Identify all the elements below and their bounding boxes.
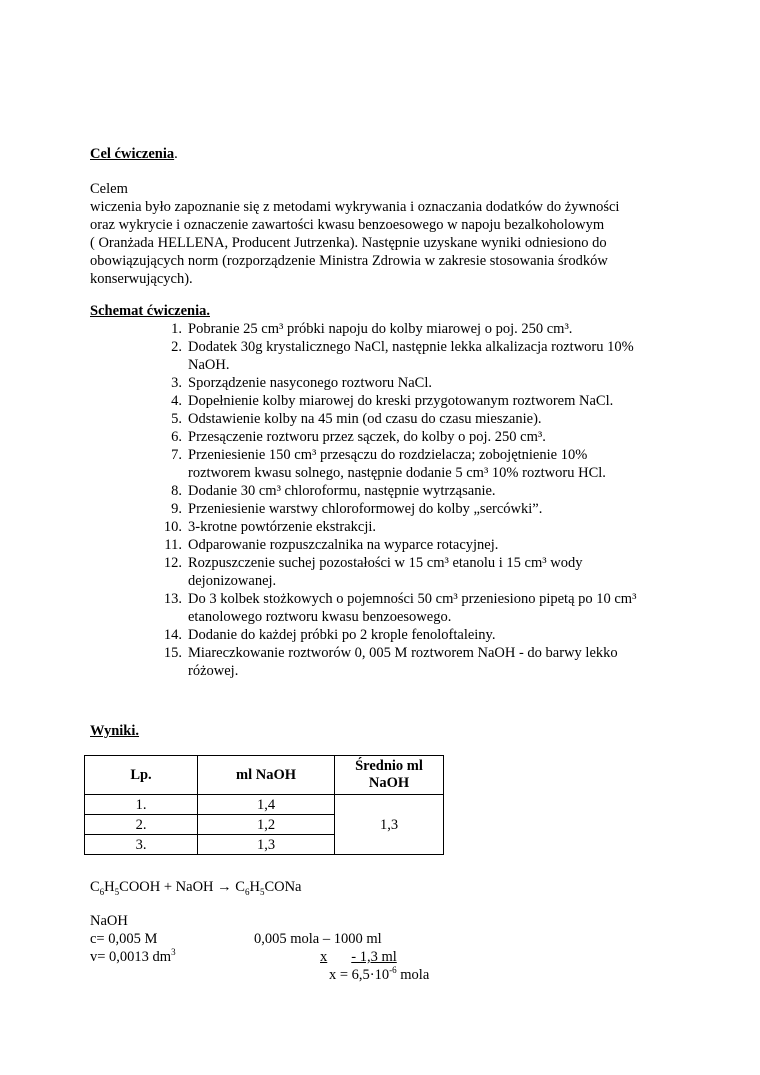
list-item [157, 626, 677, 644]
goal-line: oraz wykrycie i oznaczenie zawartości kwasu benzoesowego w napoju bezalkoholowym [90, 217, 605, 233]
list-item [157, 554, 677, 590]
step-text [188, 338, 677, 374]
step-text [188, 320, 677, 338]
step-line: Miareczkowanie roztworów 0, 005 M roztworem NaOH - do barwy lekko [188, 645, 618, 661]
header-average: Średnio ml NaOH [335, 756, 444, 795]
goal-heading-suffix: . [174, 146, 178, 162]
list-item [157, 374, 677, 392]
list-item [157, 392, 677, 410]
cell-average: 1,3 [335, 795, 444, 855]
step-line: Do 3 kolbek stożkowych o pojemności 50 cm³ przeniesiono pipetą po 10 cm³ [188, 591, 637, 607]
step-line: Sporządzenie nasyconego roztworu NaCl. [188, 375, 433, 391]
step-line: Przeniesienie warstwy chloroformowej do kolby „sercówki”. [188, 501, 543, 517]
scheme-steps-list [157, 320, 677, 680]
step-line: etanolowego roztworu kwasu benzoesowego. [188, 609, 452, 625]
results-heading: Wyniki. [90, 723, 140, 739]
cell-ml: 1,2 [198, 815, 335, 835]
goal-heading: Cel ćwiczenia [90, 146, 175, 162]
step-line: Dodanie 30 cm³ chloroformu, następnie wytrząsanie. [188, 483, 496, 499]
step-line: Dodanie do każdej próbki po 2 krople fenoloftaleiny. [188, 627, 496, 643]
results-table [84, 755, 444, 855]
step-line: Przeniesienie 150 cm³ przesączu do rozdzielacza; zobojętnienie 10% [188, 447, 588, 463]
step-number: 5. [171, 411, 182, 427]
cell-lp: 2. [85, 815, 198, 835]
step-line: Rozpuszczenie suchej pozostałości w 15 cm³ etanolu i 15 cm³ wody [188, 555, 583, 571]
step-number: 4. [171, 393, 182, 409]
step-number: 8. [171, 483, 182, 499]
list-item [157, 446, 677, 482]
step-text [188, 554, 677, 590]
step-line: różowej. [188, 663, 239, 679]
list-item [157, 482, 677, 500]
goal-line: Celem [90, 181, 128, 197]
step-line: Odparowanie rozpuszczalnika na wyparce rotacyjnej. [188, 537, 499, 553]
table-header-row [85, 756, 444, 795]
proportion-line-2: x - 1,3 ml [320, 949, 397, 965]
list-item [157, 590, 677, 626]
step-text [188, 644, 677, 680]
list-item [157, 500, 677, 518]
step-text [188, 518, 677, 536]
reaction-equation: $C_6H_5COOH$ + NaOH → $C_6H_5CONa$ [90, 879, 302, 897]
step-line: Pobranie 25 cm³ próbki napoju do kolby miarowej o poj. 250 cm³. [188, 321, 573, 337]
step-line: Odstawienie kolby na 45 min (od czasu do czasu mieszanie). [188, 411, 542, 427]
header-ml-naoh: ml NaOH [198, 756, 335, 795]
step-text [188, 626, 677, 644]
list-item [157, 338, 677, 374]
step-line: roztworem kwasu solnego, następnie dodanie 5 cm³ 10% roztworu HCl. [188, 465, 606, 481]
proportion-line-1: 0,005 mola – 1000 ml [254, 931, 382, 947]
step-text [188, 590, 677, 626]
goal-paragraph [90, 180, 670, 288]
step-number: 9. [171, 501, 182, 517]
result-line: $x = 6,5\cdot 10^{-6}$ mola [329, 965, 430, 983]
step-line: Dodatek 30g krystalicznego NaCl, następnie lekka alkalizacja roztworu 10% [188, 339, 634, 355]
step-text [188, 410, 677, 428]
step-text [188, 446, 677, 482]
goal-line: wiczenia było zapoznanie się z metodami wykrywania i oznaczania dodatków do żywności [90, 199, 620, 215]
list-item [157, 410, 677, 428]
goal-line: obowiązujących norm (rozporządzenie Ministra Zdrowia w zakresie stosowania środków [90, 253, 608, 269]
step-line: Dopełnienie kolby miarowej do kreski przygotowanym roztworem NaCl. [188, 393, 614, 409]
step-text [188, 428, 677, 446]
step-number: 10. [163, 519, 182, 535]
list-item [157, 518, 677, 536]
step-number: 13. [163, 591, 182, 607]
list-item [157, 428, 677, 446]
step-number: 2. [171, 339, 182, 355]
table-row [85, 795, 444, 815]
step-line: 3-krotne powtórzenie ekstrakcji. [188, 519, 377, 535]
step-text [188, 374, 677, 392]
step-number: 15. [163, 645, 182, 661]
step-number: 11. [164, 537, 182, 553]
concentration-line: c= 0,005 M [90, 931, 158, 947]
step-line: dejonizowanej. [188, 573, 277, 589]
scheme-heading: Schemat ćwiczenia. [90, 303, 210, 319]
volume-line: v= 0,0013 $dm^3$ [90, 947, 176, 965]
step-line: Przesączenie roztworu przez sączek, do kolby o poj. 250 cm³. [188, 429, 546, 445]
goal-line: konserwujących). [90, 271, 193, 287]
step-line: NaOH. [188, 357, 230, 373]
step-number: 7. [171, 447, 182, 463]
step-number: 3. [171, 375, 182, 391]
list-item [157, 320, 677, 338]
goal-heading-row [90, 145, 178, 163]
naoh-label: NaOH [90, 913, 128, 929]
step-number: 14. [163, 627, 182, 643]
step-text [188, 536, 677, 554]
step-text [188, 392, 677, 410]
cell-lp: 3. [85, 835, 198, 855]
step-number: 6. [171, 429, 182, 445]
goal-line: ( Oranżada HELLENA, Producent Jutrzenka). Następnie uzyskane wyniki odniesiono do [90, 235, 607, 251]
cell-ml: 1,3 [198, 835, 335, 855]
cell-ml: 1,4 [198, 795, 335, 815]
list-item [157, 536, 677, 554]
list-item [157, 644, 677, 680]
step-number: 12. [163, 555, 182, 571]
cell-lp: 1. [85, 795, 198, 815]
step-text [188, 500, 677, 518]
header-lp: Lp. [85, 756, 198, 795]
step-text [188, 482, 677, 500]
step-number: 1. [171, 321, 182, 337]
